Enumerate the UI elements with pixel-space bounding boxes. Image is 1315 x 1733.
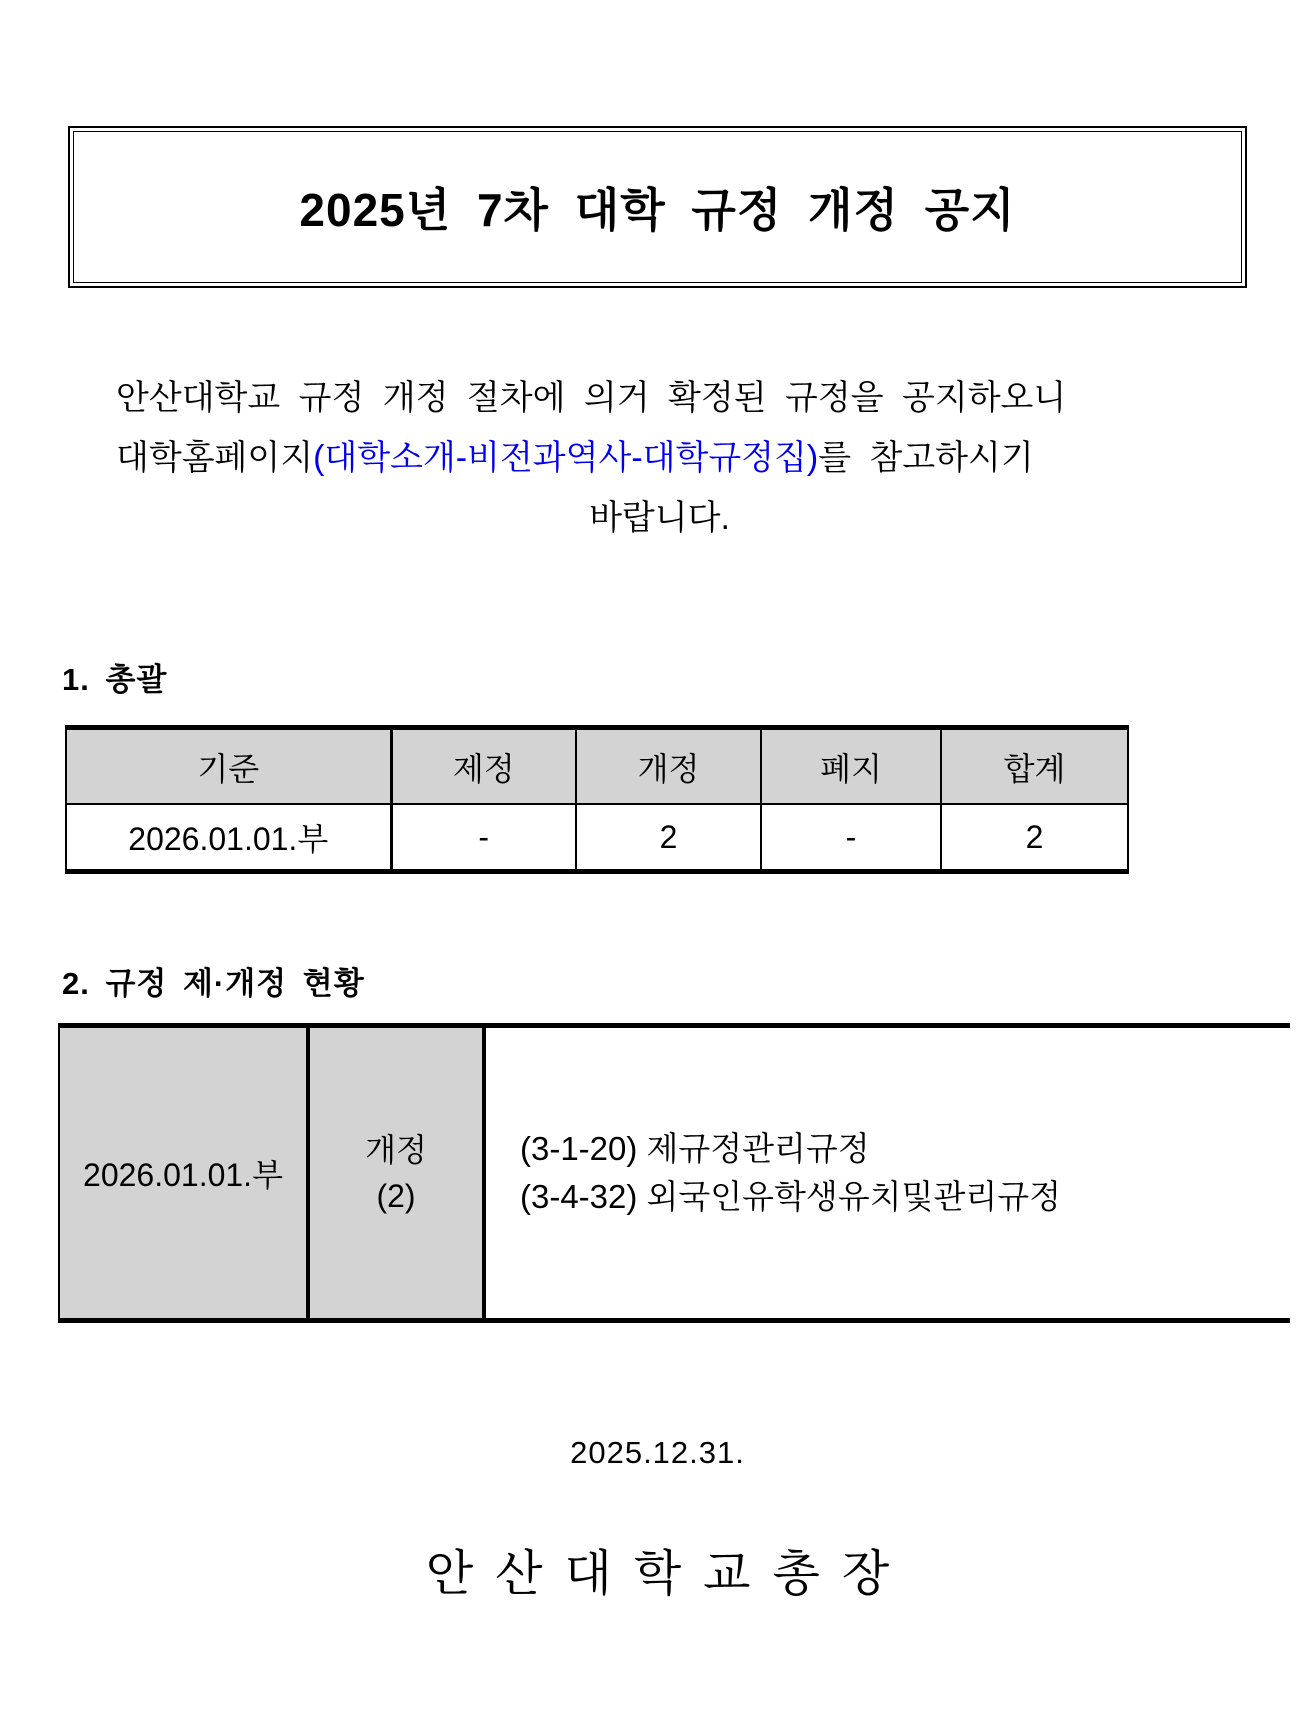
detail-cell-items: [484, 1026, 1290, 1321]
summary-header-basis: 기준: [66, 728, 391, 805]
document-date: 2025.12.31.: [570, 1435, 745, 1470]
section-2-heading: 2. 규정 제·개정 현황: [62, 966, 365, 1001]
body-paragraph: [116, 368, 1203, 548]
detail-type-count: (2): [376, 1178, 416, 1214]
summary-cell-enacted: -: [391, 804, 576, 872]
homepage-path-link[interactable]: (대학소개-비전과역사-대학규정집): [313, 439, 819, 477]
detail-type-label: 개정: [365, 1131, 427, 1168]
summary-cell-total: 2: [941, 804, 1128, 872]
regulation-item-2: (3-4-32) 외국인유학생유치및관리규정: [520, 1178, 1061, 1215]
detail-cell-type: [308, 1026, 484, 1321]
signature-president: 안산대학교총장: [425, 1547, 912, 1601]
detail-table: [58, 1023, 1290, 1323]
summary-cell-amended: 2: [576, 804, 761, 872]
document-title: 2025년 7차 대학 규정 개정 공지: [299, 184, 1016, 236]
summary-cell-basis: 2026.01.01.부: [66, 804, 391, 872]
summary-header-abolished: 폐지: [761, 728, 941, 805]
body-line-2: [116, 428, 1203, 488]
summary-header-enacted: 제정: [391, 728, 576, 805]
body-line-3: 바랍니다.: [589, 499, 730, 537]
body-line-2-prefix: 대학홈페이지: [116, 439, 314, 477]
detail-cell-date: 2026.01.01.부: [59, 1026, 308, 1321]
regulation-item-1: (3-1-20) 제규정관리규정: [520, 1130, 870, 1168]
title-box-inner: [73, 131, 1242, 283]
summary-cell-abolished: -: [761, 804, 941, 872]
detail-table-row: [59, 1026, 1290, 1321]
summary-table: [65, 725, 1129, 874]
title-box: [68, 126, 1247, 288]
body-line-1: 안산대학교 규정 개정 절차에 의거 확정된 규정을 공지하오니: [116, 379, 1067, 417]
summary-header-total: 합계: [941, 728, 1128, 805]
summary-table-header-row: [66, 728, 1128, 805]
section-1-heading: 1. 총괄: [62, 662, 168, 697]
summary-table-data-row: [66, 804, 1128, 872]
body-line-2-suffix: 를 참고하시기: [818, 439, 1034, 477]
summary-header-amended: 개정: [576, 728, 761, 805]
